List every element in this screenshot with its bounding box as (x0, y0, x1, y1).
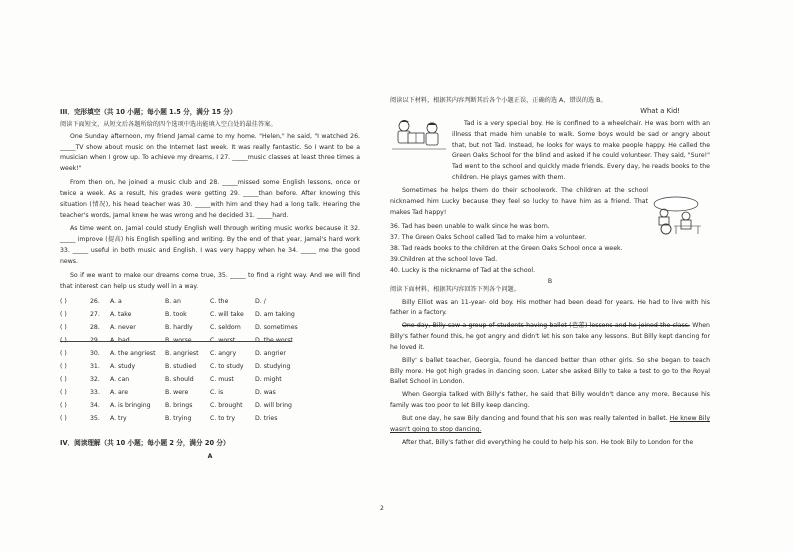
passage-b-para-2 (390, 321, 710, 354)
passage-b-para-1: Billy Elliot was an 11-year- old boy. His mother had been dead for years. He had to live with his father in a factory. (390, 298, 710, 317)
question-number: 35. (90, 415, 100, 423)
option-a: A. try (110, 415, 127, 423)
answer-bracket[interactable]: ( ) (60, 402, 67, 410)
option-d: D. / (255, 298, 266, 306)
option-c: C. must (210, 376, 234, 384)
option-d: D. angrier (255, 350, 286, 358)
kids-reading-illustration (390, 117, 448, 153)
option-a: A. bad (110, 337, 130, 345)
option-d: D. might (255, 376, 282, 384)
right-column (390, 97, 710, 451)
page-number: 2 (380, 505, 384, 512)
passage-a-para-2: Sometimes he helps them do their schoolwork. The children at the school nicknamed him Lucky because they feel so lucky to have him as a friend. That makes Tad happy! (390, 187, 648, 216)
option-a: A. the angriest (110, 350, 156, 358)
option-b: B. brings (165, 402, 193, 410)
option-c: C. worst (210, 337, 236, 345)
option-b: B. hardly (165, 324, 193, 332)
option-row-28[interactable] (60, 322, 360, 335)
option-d: D. studying (255, 363, 291, 371)
option-c: C. will take (210, 311, 244, 319)
question-number: 32. (90, 376, 100, 384)
option-row-31[interactable] (60, 361, 360, 374)
passage-b-para-4: When Georgia talked with Billy's father, he said that Billy wouldn't dance any more. Because his family was too poor to let Billy keep dancing. (390, 391, 710, 410)
passage-b-para-2-rest: When Billy's father found this, he got angry and didn't let his son take any lessons. But Billy kept dancing for he loved it. (390, 322, 710, 351)
option-b: B. worse (165, 337, 192, 345)
option-d: D. the worst (255, 337, 293, 345)
option-row-27[interactable] (60, 309, 360, 322)
answer-bracket[interactable]: ( ) (60, 311, 67, 319)
option-d: D. am taking (255, 311, 295, 319)
option-b: B. angriest (165, 350, 199, 358)
option-d: D. tries (255, 415, 278, 423)
option-c: C. to study (210, 363, 244, 371)
statement-40: 40. Lucky is the nickname of Tad at the school. (390, 267, 536, 275)
question-number: 33. (90, 389, 100, 397)
statement-39: 39.Children at the school love Tad. (390, 256, 498, 263)
section4-title: IV．阅读理解（共 10 小题；每小题 2 分，满分 20 分） (60, 438, 230, 447)
question-number: 30. (90, 350, 100, 358)
option-row-33[interactable] (60, 387, 360, 400)
option-b: B. took (165, 311, 187, 319)
statement-38: 38. Tad reads books to the children at the Green Oaks School once a week. (390, 244, 623, 252)
cloze-paragraph-3: As time went on, Jamal could study English well through writing music works because it 32. _____ improve (提高) his English spelling and writing. By the end of that year, Jamal's hard work 33. _____ useful in both music and English. I was very happy when he 34. _____ me the good news. (60, 225, 360, 265)
option-a: A. can (110, 376, 130, 384)
option-b: B. trying (165, 415, 192, 423)
option-row-34[interactable] (60, 400, 360, 413)
option-c: C. angry (210, 350, 237, 358)
answer-bracket[interactable]: ( ) (60, 415, 67, 423)
option-row-32[interactable] (60, 374, 360, 387)
passage-a-para-1: Tad is a very special boy. He is confined to a wheelchair. He was born with an illness that made him unable to walk. Some boys would be sad or angry about that, but not Tad. Instead, he looks for ways to make people happy. He called the Green Oaks School for the blind and asked if he could volunteer. They said, "Sure!" Tad went to the school and quickly made friends. Every day, he reads books to the children. He plays games with them. (452, 119, 710, 182)
passage-b-para-6: After that, Billy's father did everything he could to help his son. He took Bily to London for the (402, 438, 694, 446)
option-row-29[interactable] (60, 335, 360, 348)
option-c: C. to try (210, 415, 236, 423)
section3-instruction: 阅读下面短文，从短文后各题所给的四个选项中选出能填入空白处的最佳答案。 (60, 120, 277, 128)
answer-bracket[interactable]: ( ) (60, 389, 67, 397)
cloze-paragraph-2: From then on, he joined a music club and 28. _____missed some English lessons, once or twice a week. As a result, his grades were getting 29. _____than before. After knowing this situation (情况), his head teacher was 30. _____with him and they had a long talk. Hearing the teacher's words, Jamal knew he was wrong and he decided 31. _____hard. (60, 179, 360, 219)
option-row-30[interactable] (60, 348, 360, 361)
option-a: A. never (110, 324, 136, 332)
option-a: A. study (110, 363, 136, 371)
reading-a-instruction: 阅读以下材料，根据其内容判断其后各个小题正误，正确的选 A，错误的选 B。 (390, 97, 607, 104)
options-list (60, 296, 360, 426)
section-b-label: B (547, 278, 553, 286)
section4-label: A (207, 453, 213, 461)
answer-bracket[interactable]: ( ) (60, 298, 67, 306)
option-d: D. was (255, 389, 276, 397)
question-number: 28. (90, 324, 100, 332)
option-a: A. are (110, 389, 129, 397)
option-row-26[interactable] (60, 296, 360, 309)
struck-sentence: One day, Billy saw a group of students having ballet (芭蕾) lessons and he joined the class. (402, 322, 690, 330)
question-number: 27. (90, 311, 100, 319)
section3-title: III．完形填空（共 10 小题；每小题 1.5 分，满分 15 分） (60, 108, 237, 116)
cloze-paragraph-4: So if we want to make our dreams come true, 35. _____ to find a right way. And we will find that interest can help us study well in a way. (60, 271, 360, 290)
answer-bracket[interactable]: ( ) (60, 363, 67, 371)
option-c: C. brought (210, 402, 243, 410)
option-d: D. will bring (255, 402, 292, 410)
answer-bracket[interactable]: ( ) (60, 337, 67, 345)
option-a: A. a (110, 298, 122, 306)
option-d: D. sometimes (255, 324, 298, 332)
answer-bracket[interactable]: ( ) (60, 350, 67, 358)
passage-title: What a Kid! (640, 107, 680, 116)
left-column (60, 109, 360, 460)
option-b: B. should (165, 376, 194, 384)
answer-bracket[interactable]: ( ) (60, 324, 67, 332)
question-number: 29. (90, 337, 100, 345)
passage-b-para-5-text: But one day, he saw Bily dancing and found that his son was really talented in ballet. (402, 415, 670, 422)
underlined-sentence: He knew Bily wasn't going to stop dancing. (390, 415, 710, 433)
option-c: C. is (210, 389, 224, 397)
option-b: B. were (165, 389, 189, 397)
option-a: A. take (110, 311, 132, 319)
question-number: 31. (90, 363, 100, 371)
question-number: 34. (90, 402, 100, 410)
question-number: 26. (90, 298, 100, 306)
statement-36: 36. Tad has been unable to walk since he was born. (390, 222, 550, 230)
reading-b-instruction: 阅读下面材料，根据其内容回答下列各个问题。 (390, 286, 520, 294)
option-c: C. seldom (210, 324, 241, 332)
option-c: C. the (210, 298, 229, 306)
option-row-35[interactable] (60, 413, 360, 426)
option-b: B. studied (165, 363, 197, 371)
option-b: B. an (165, 298, 181, 306)
cloze-paragraph-1: One Sunday afternoon, my friend Jamal came to my home. "Helen," he said, "I watched 26. _____TV show about music on the Internet last week. It was really fantastic. So I want to be a musician when I grow up. To achieve my dreams, I 27. _____music classes at least three times a week!" (60, 132, 360, 173)
option-a: A. is bringing (110, 402, 151, 410)
statement-37: 37. The Green Oaks School called Tad to make him a volunteer. (390, 233, 587, 241)
answer-bracket[interactable]: ( ) (60, 376, 67, 384)
wheelchair-illustration (646, 196, 706, 236)
passage-b-para-5 (390, 414, 710, 436)
passage-b-para-3: Billy' s ballet teacher, Georgia, found he danced better than other girls. So she began to teach Billy more. He got high grades in dancing soon. Later she asked Billy to take a test to go to the Royal Ballet School in London. (390, 356, 710, 386)
